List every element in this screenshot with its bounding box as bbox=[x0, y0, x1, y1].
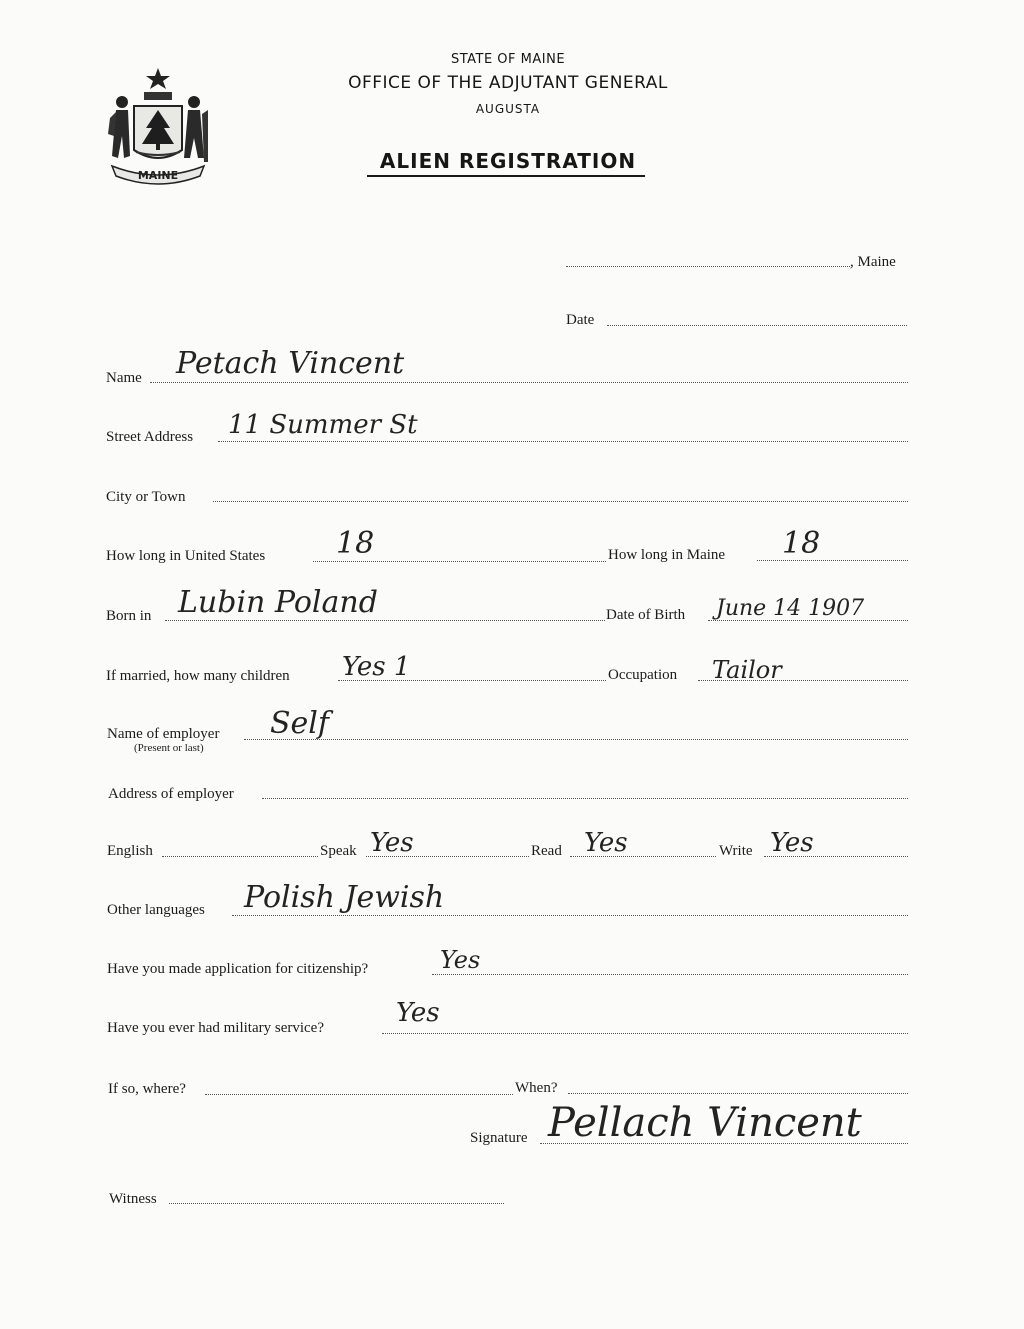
when-label: When? bbox=[515, 1080, 558, 1096]
citizenship-label: Have you made application for citizenship? bbox=[107, 961, 369, 977]
city-field[interactable] bbox=[213, 501, 908, 502]
date-field[interactable] bbox=[607, 325, 907, 326]
employer-address-field[interactable] bbox=[262, 798, 908, 799]
signature-entry: Pellach Vincent bbox=[548, 1100, 862, 1146]
state-heading: STATE OF MAINE bbox=[450, 52, 566, 67]
maine-duration-field[interactable] bbox=[757, 560, 908, 561]
children-label: If married, how many children bbox=[106, 668, 290, 684]
name-label: Name bbox=[106, 370, 142, 386]
dob-entry: June 14 1907 bbox=[716, 596, 865, 621]
name-entry: Petach Vincent bbox=[176, 346, 405, 381]
where-label: If so, where? bbox=[108, 1081, 186, 1097]
military-entry: Yes bbox=[396, 998, 440, 1028]
military-label: Have you ever had military service? bbox=[107, 1020, 324, 1036]
employer-entry: Self bbox=[270, 706, 330, 741]
city-heading: AUGUSTA bbox=[475, 102, 541, 116]
street-entry: 11 Summer St bbox=[228, 410, 418, 440]
employer-sublabel: (Present or last) bbox=[134, 742, 204, 754]
employer-field[interactable] bbox=[244, 739, 908, 740]
occupation-label: Occupation bbox=[608, 667, 678, 683]
english-label: English bbox=[107, 843, 153, 859]
children-entry: Yes 1 bbox=[342, 652, 411, 682]
other-languages-entry: Polish Jewish bbox=[244, 880, 445, 915]
write-entry: Yes bbox=[770, 828, 814, 858]
where-field[interactable] bbox=[205, 1094, 513, 1095]
speak-entry: Yes bbox=[370, 828, 414, 858]
maine-duration-entry: 18 bbox=[782, 526, 821, 561]
dob-label: Date of Birth bbox=[606, 607, 686, 623]
date-label: Date bbox=[566, 312, 595, 328]
place-field[interactable] bbox=[566, 266, 850, 267]
born-field[interactable] bbox=[165, 620, 605, 621]
read-label: Read bbox=[531, 843, 562, 859]
street-label: Street Address bbox=[106, 429, 194, 445]
speak-label: Speak bbox=[320, 843, 357, 859]
street-field[interactable] bbox=[218, 441, 908, 442]
military-field[interactable] bbox=[382, 1033, 908, 1034]
title-underline bbox=[367, 175, 645, 177]
write-label: Write bbox=[719, 843, 753, 859]
citizenship-entry: Yes bbox=[440, 946, 481, 974]
us-duration-label: How long in United States bbox=[106, 548, 266, 564]
form-title: ALIEN REGISTRATION bbox=[379, 149, 637, 173]
us-duration-entry: 18 bbox=[336, 526, 375, 561]
english-field[interactable] bbox=[162, 856, 318, 857]
occupation-entry: Tailor bbox=[712, 656, 782, 684]
signature-label: Signature bbox=[470, 1130, 528, 1146]
us-duration-field[interactable] bbox=[313, 561, 606, 562]
citizenship-field[interactable] bbox=[432, 974, 908, 975]
name-field[interactable] bbox=[150, 382, 908, 383]
read-entry: Yes bbox=[584, 828, 628, 858]
employer-label: Name of employer bbox=[107, 726, 220, 742]
born-label: Born in bbox=[106, 608, 152, 624]
employer-address-label: Address of employer bbox=[108, 786, 234, 802]
other-languages-field[interactable] bbox=[232, 915, 908, 916]
witness-field[interactable] bbox=[169, 1203, 504, 1204]
witness-label: Witness bbox=[109, 1191, 157, 1207]
when-field[interactable] bbox=[568, 1093, 908, 1094]
seal-text: MAINE bbox=[137, 169, 179, 182]
city-label: City or Town bbox=[106, 489, 186, 505]
maine-suffix: , Maine bbox=[850, 254, 896, 270]
born-entry: Lubin Poland bbox=[178, 585, 378, 620]
office-heading: OFFICE OF THE ADJUTANT GENERAL bbox=[348, 73, 668, 93]
maine-duration-label: How long in Maine bbox=[608, 547, 726, 563]
other-languages-label: Other languages bbox=[107, 902, 205, 918]
